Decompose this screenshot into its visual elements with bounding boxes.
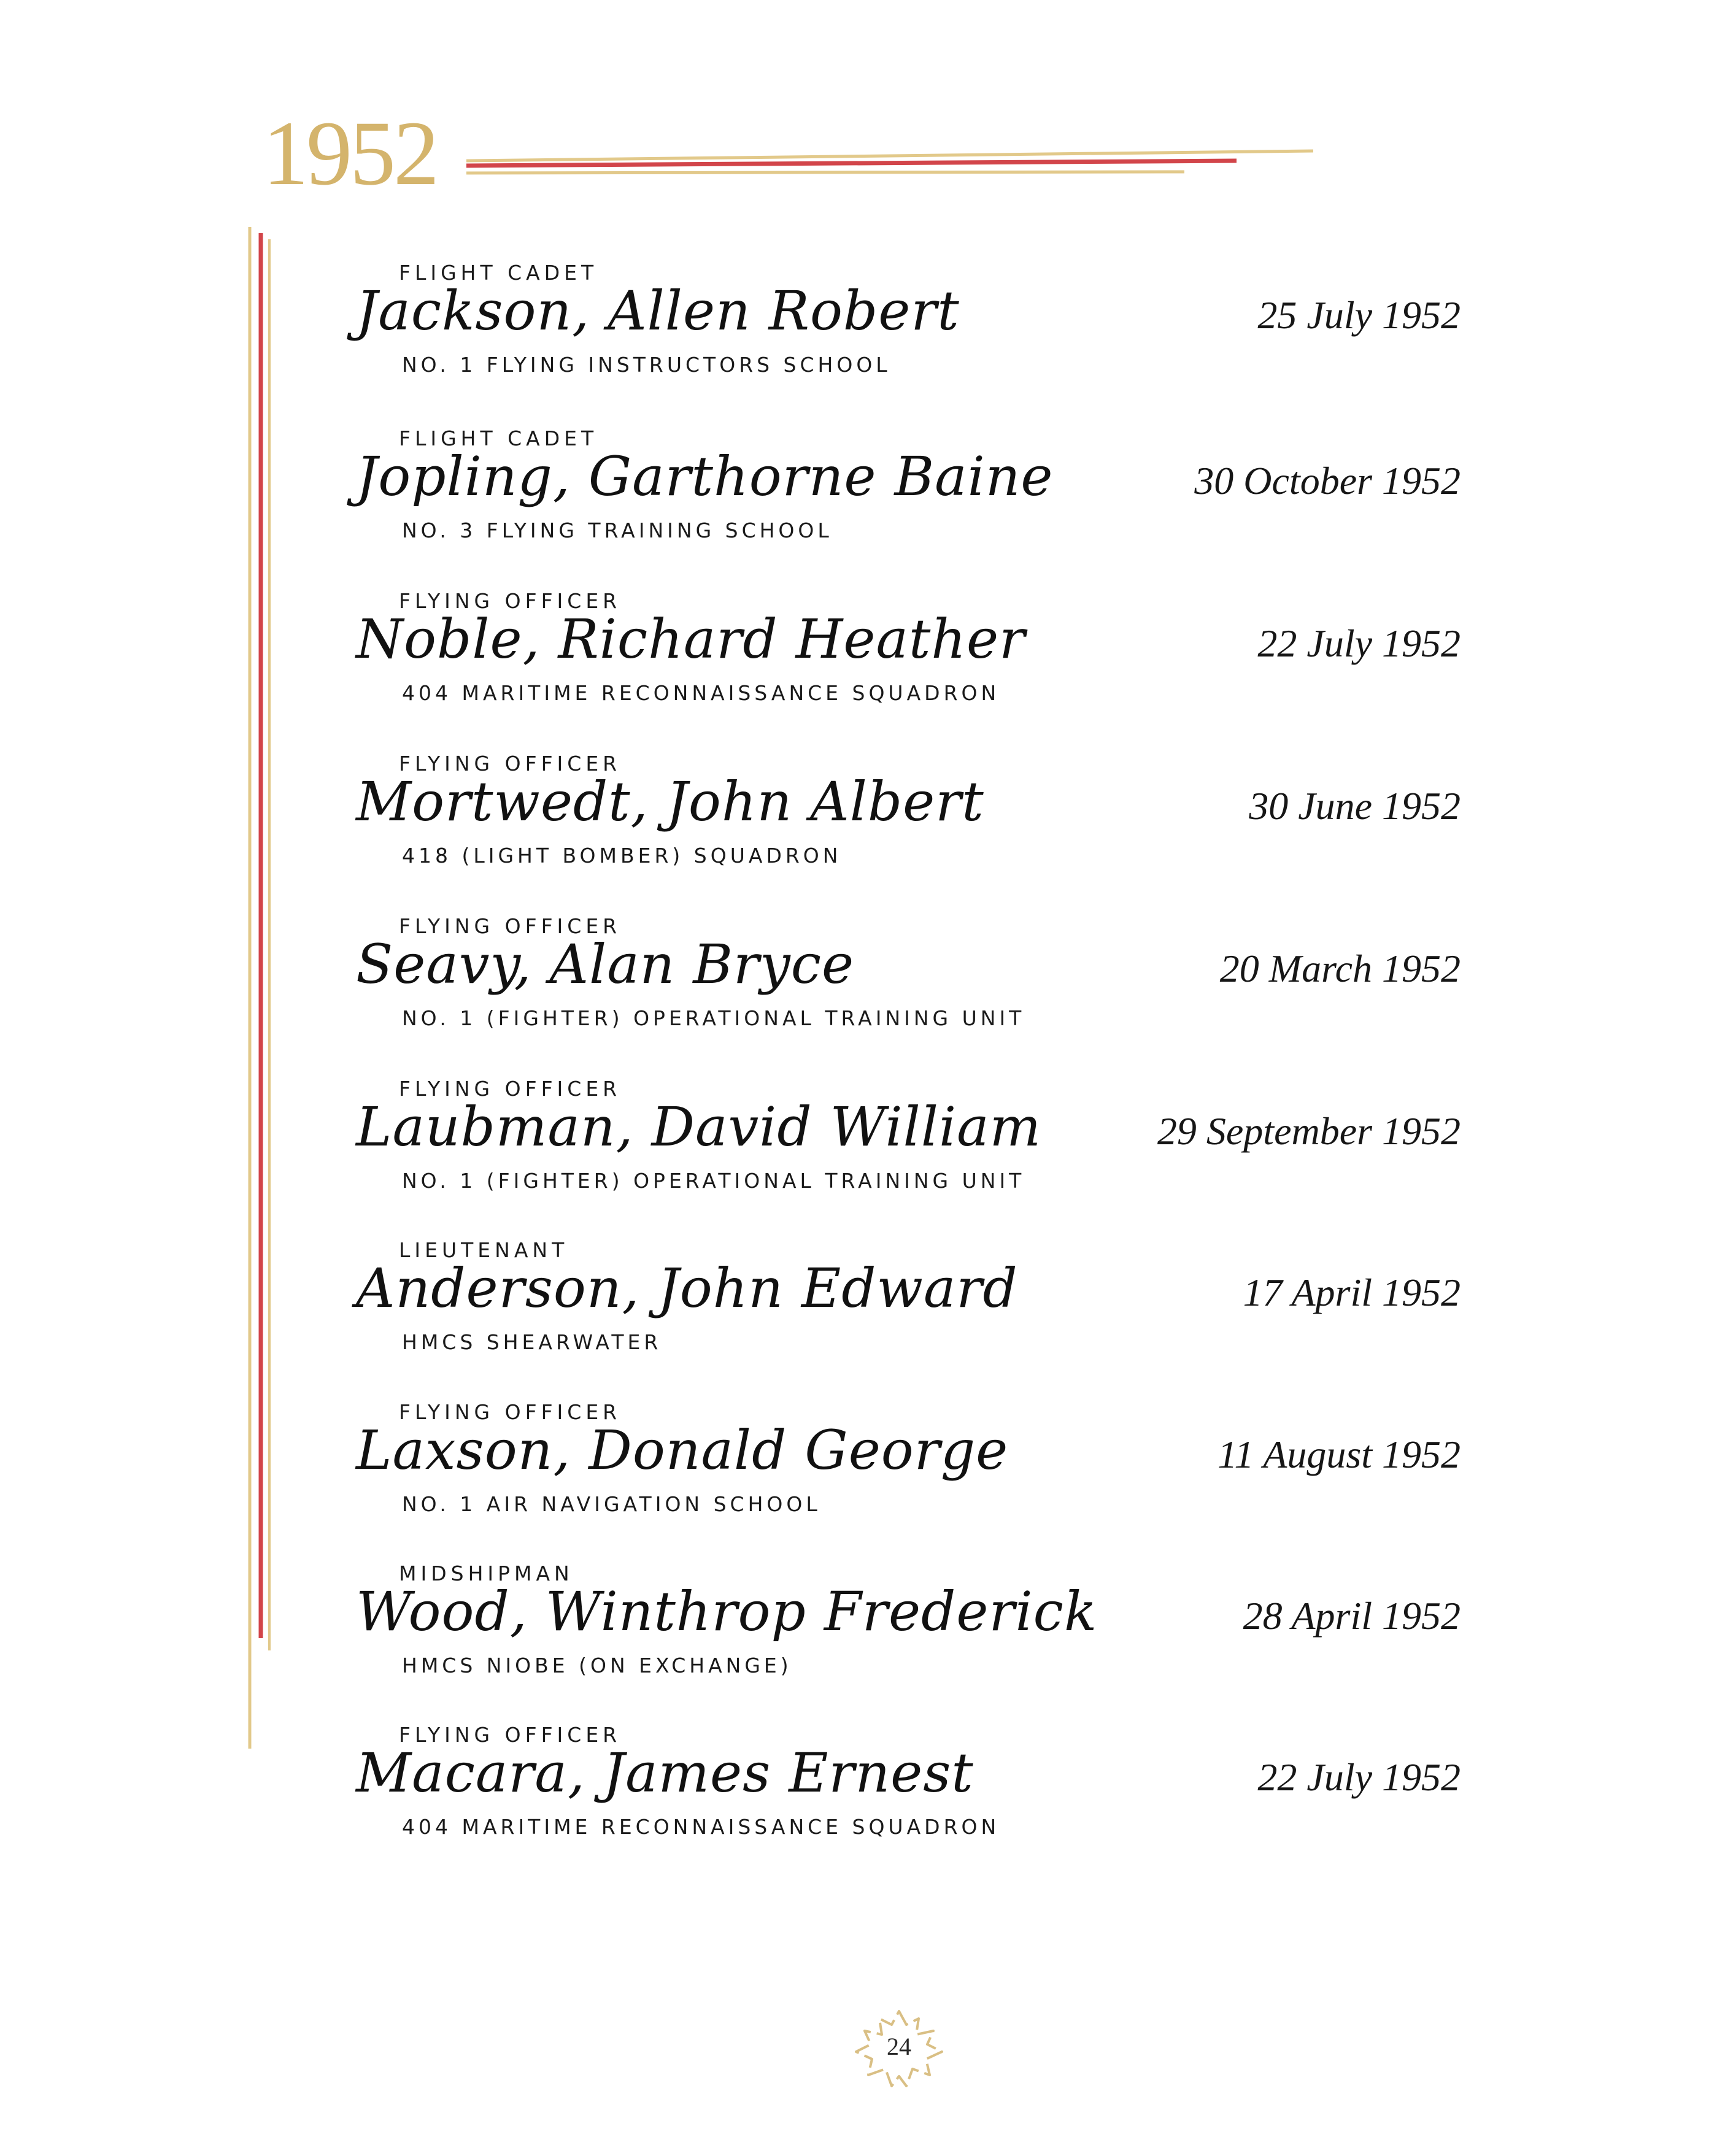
entry-rank: FLIGHT CADET [399, 261, 598, 285]
entry-rank: FLYING OFFICER [399, 1400, 622, 1424]
entry-rank: FLYING OFFICER [399, 752, 622, 776]
entry-name: Laxson, Donald George [356, 1419, 1009, 1482]
entry-name: Mortwedt, John Albert [356, 770, 984, 833]
page-number: 24 [887, 2033, 911, 2060]
entry-unit: NO. 1 (FIGHTER) OPERATIONAL TRAINING UNIT [402, 1169, 1025, 1193]
entry-rank: FLYING OFFICER [399, 1723, 622, 1747]
list-item [344, 261, 1461, 408]
entry-unit: NO. 1 AIR NAVIGATION SCHOOL [402, 1492, 821, 1516]
entry-name: Noble, Richard Heather [356, 607, 1026, 671]
entry-unit: 418 (LIGHT BOMBER) SQUADRON [402, 844, 842, 868]
entry-name: Seavy, Alan Bryce [356, 933, 855, 996]
entry-unit: HMCS SHEARWATER [402, 1330, 662, 1354]
entry-name: Wood, Winthrop Frederick [356, 1580, 1098, 1643]
list-item [344, 1561, 1461, 1709]
entry-unit: HMCS NIOBE (ON EXCHANGE) [402, 1654, 792, 1677]
list-item [344, 914, 1461, 1061]
page-year-heading: 1952 [263, 102, 437, 204]
entry-date: 30 October 1952 [1194, 459, 1461, 502]
list-item [344, 752, 1461, 899]
entry-unit: 404 MARITIME RECONNAISSANCE SQUADRON [402, 1815, 1000, 1839]
entry-date: 20 March 1952 [1219, 947, 1461, 990]
entry-rank: FLIGHT CADET [399, 426, 598, 450]
entry-rank: FLYING OFFICER [399, 589, 622, 613]
list-item [344, 589, 1461, 736]
entry-unit: NO. 3 FLYING TRAINING SCHOOL [402, 518, 833, 542]
entry-rank: FLYING OFFICER [399, 1077, 622, 1101]
list-item [344, 1077, 1461, 1224]
entry-unit: 404 MARITIME RECONNAISSANCE SQUADRON [402, 681, 1000, 705]
entry-date: 11 August 1952 [1218, 1433, 1461, 1476]
entry-name: Macara, James Ernest [356, 1741, 974, 1804]
entry-date: 22 July 1952 [1257, 622, 1461, 665]
entry-name: Anderson, John Edward [356, 1257, 1018, 1320]
entry-name: Jopling, Garthorne Baine [356, 445, 1054, 508]
entry-rank: MIDSHIPMAN [399, 1561, 574, 1585]
entry-date: 17 April 1952 [1243, 1271, 1461, 1314]
entry-name: Jackson, Allen Robert [356, 279, 960, 342]
entry-unit: NO. 1 (FIGHTER) OPERATIONAL TRAINING UNIT [402, 1006, 1025, 1030]
entry-unit: NO. 1 FLYING INSTRUCTORS SCHOOL [402, 353, 891, 377]
entry-rank: FLYING OFFICER [399, 914, 622, 938]
list-item [344, 1723, 1461, 1870]
entry-date: 29 September 1952 [1157, 1109, 1461, 1153]
list-item [344, 1400, 1461, 1547]
entry-date: 28 April 1952 [1243, 1594, 1461, 1638]
entry-date: 25 July 1952 [1257, 293, 1461, 337]
entry-date: 30 June 1952 [1249, 784, 1461, 828]
entry-name: Laubman, David William [356, 1095, 1042, 1158]
list-item [344, 1238, 1461, 1385]
entry-date: 22 July 1952 [1257, 1755, 1461, 1799]
entry-rank: LIEUTENANT [399, 1238, 569, 1262]
list-item [344, 426, 1461, 574]
